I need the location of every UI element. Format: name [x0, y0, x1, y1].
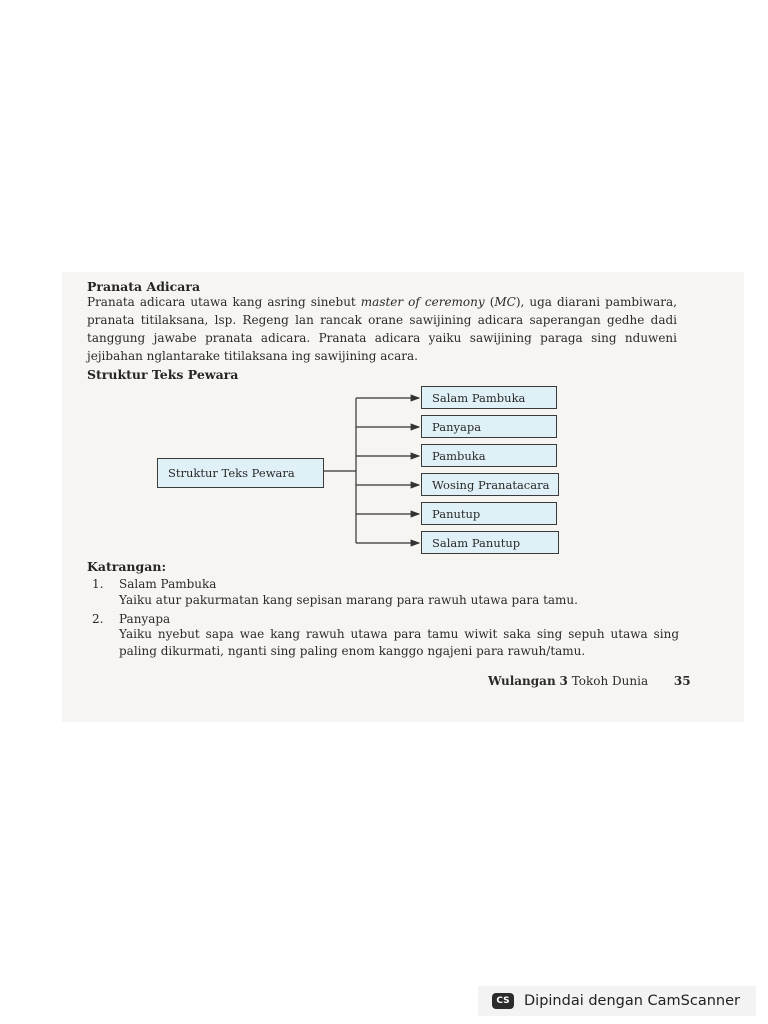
note-2-number: 2.: [92, 612, 104, 626]
branch-label: Salam Pambuka: [432, 390, 526, 405]
para-text-2: (: [484, 295, 495, 309]
footer-chapter-number: 3: [559, 674, 568, 688]
notes-title: Katrangan:: [87, 559, 167, 574]
para-text-1: Pranata adicara utawa kang asring sinebut: [87, 295, 361, 309]
note-2-description: Yaiku nyebut sapa wae kang rawuh utawa para tamu wiwit saka sing sepuh utawa sing paling dikurmati, nganti sing paling enom kanggo ngajeni para rawuh/tamu.: [119, 627, 679, 658]
note-1-term: Salam Pambuka: [119, 577, 217, 591]
note-2-term: Panyapa: [119, 612, 171, 626]
branch-box-salam-pambuka: [421, 386, 557, 409]
branch-label: Pambuka: [432, 448, 486, 463]
branch-label: Salam Panutup: [432, 535, 521, 550]
branch-box-salam-panutup: [421, 531, 559, 554]
page-footer: [488, 674, 691, 688]
branch-label: Panutup: [432, 506, 481, 521]
structure-title: Struktur Teks Pewara: [87, 367, 239, 382]
section-title: Pranata Adicara: [87, 279, 201, 294]
branch-label: Wosing Pranatacara: [432, 477, 550, 492]
note-1-number: 1.: [92, 577, 104, 591]
para-italic-1: master of ceremony: [360, 295, 485, 309]
branch-label: Panyapa: [432, 419, 482, 434]
branch-box-panyapa: [421, 415, 557, 438]
para-italic-2: MC: [494, 295, 516, 309]
camscanner-label: Dipindai dengan CamScanner: [524, 993, 741, 1009]
root-box-label: Struktur Teks Pewara: [168, 466, 295, 480]
branch-box-wosing-pranatacara: [421, 473, 559, 496]
camscanner-logo-icon: CS: [492, 993, 514, 1009]
camscanner-watermark: [478, 986, 756, 1016]
footer-chapter-word: Wulangan: [488, 674, 556, 688]
para-text-3: ), uga diarani pambiwara, pranata titilaksana, lsp. Regeng lan rancak orane sawijining adicara saperangan gedhe dadi tanggung jawabe pranata adicara. Pranata adicara yaiku sawijining paraga sing nduweni jejibahan nglantarake titilaksana ing sawijining acara.: [87, 295, 677, 363]
branch-box-pambuka: [421, 444, 557, 467]
page-number: 35: [673, 674, 691, 688]
footer-chapter-title: Tokoh Dunia: [571, 674, 649, 688]
branch-box-panutup: [421, 502, 557, 525]
root-box: [157, 458, 324, 488]
note-1-description: Yaiku atur pakurmatan kang sepisan marang para rawuh utawa para tamu.: [119, 593, 578, 607]
